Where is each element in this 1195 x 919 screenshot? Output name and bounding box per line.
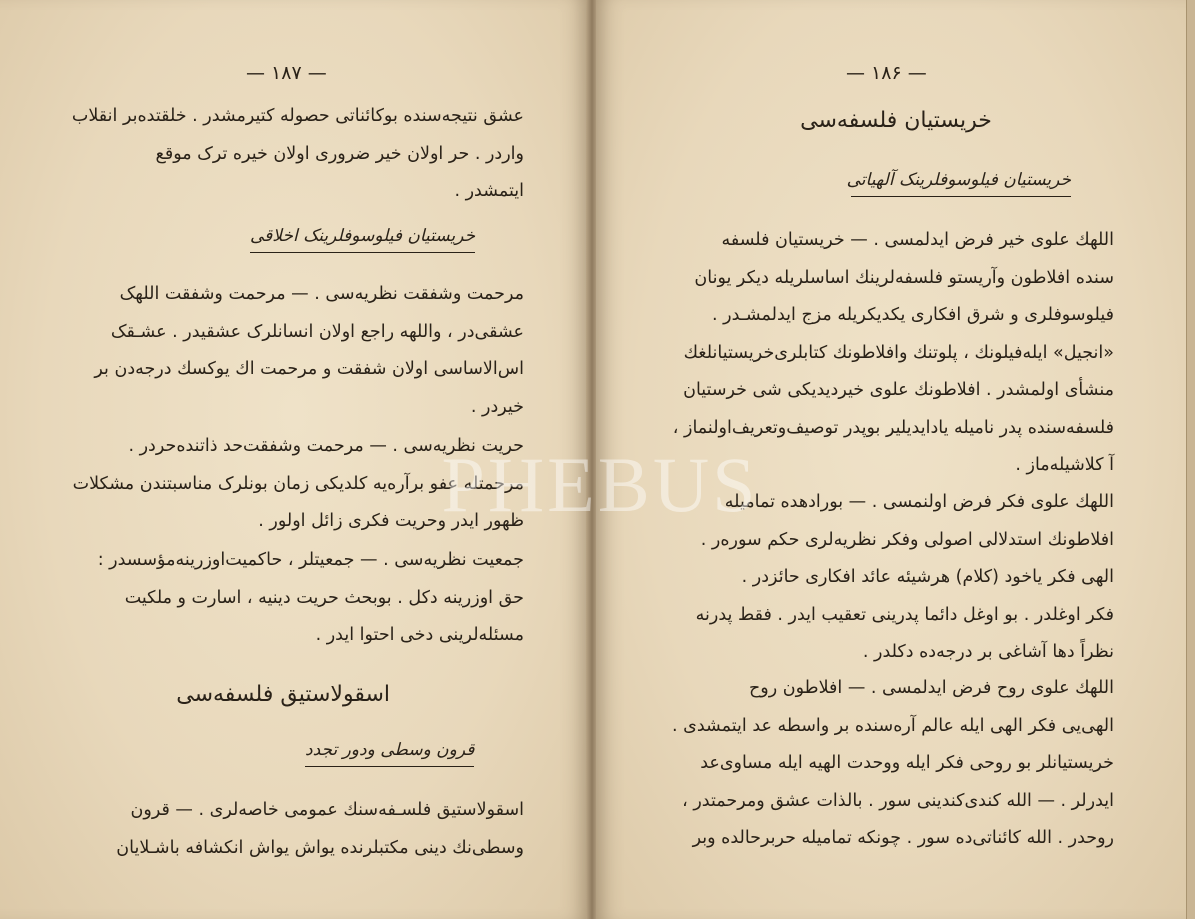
text-line: منشأی اولمشدر . افلاطونك علوی خیردیدیکی شی خرستیان [683, 380, 1114, 400]
page-number-right: — ۱۸۶ — [846, 62, 927, 84]
text-line: ظهور ایدر وحریت فکری زائل اولور . [258, 511, 524, 531]
text-line: مرحمتله عفو برآره‌یه کلدیکی زمان بونلرک مناسبتندن مشکلات [72, 473, 524, 494]
text-line: وسطی‌نك دینی مکتبلرنده یواش یواش انکشافه باشـلایان [116, 837, 524, 858]
text-line: سنده افلاطون وآریستو فلسفه‌لرینك اساسلریله دیکر یونان [694, 267, 1114, 288]
text-line: اللهك علوی فکر فرض اولنمسی . — بورادهده تمامیله [724, 492, 1114, 512]
text-line: عشق نتیجه‌سنده بوکائناتی حصوله کتیرمشدر . خلقتده‌بر انقلاب [71, 106, 524, 126]
text-line: خریستیانلر بو روحی فکر ایله ووحدت الهیه ایله مساوی‌عد [700, 753, 1114, 773]
text-line: ایدرلر . — الله کندی‌کندینی سور . بالذات عشق ومرحمتدر ، [682, 790, 1114, 811]
left-paragraph-1 [58, 98, 524, 211]
text-line: فکر اوغلدر . بو اوغل دائما پدرینی تعقیب ایدر . فقط پدرنه [695, 604, 1114, 625]
text-line: مسئله‌لرینی دخی احتوا ایدر . [315, 625, 524, 645]
text-line: روحدر . الله کائناتی‌ده سور . چونکه تمامیله حربرحالده وبر [692, 828, 1114, 848]
text-line: آ کلاشیله‌ماز . [1015, 455, 1114, 475]
left-paragraph-5 [58, 792, 524, 867]
page-edge [1186, 0, 1195, 919]
text-line: «انجیل» ایله‌فیلونك ، پلوتنك وافلاطونك کتابلری‌خریستیانلغك [683, 342, 1114, 363]
text-line: جمعیت نظریه‌سی . — جمعیتلر ، حاکمیت‌اوزرینه‌مؤسسدر : [97, 550, 524, 570]
text-line: حریت نظریه‌سی . — مرحمت وشفقت‌حد ذاتنده‌حردر . [128, 436, 524, 456]
text-line: نظراً دها آشاغی بر درجه‌ده دکلدر . [862, 642, 1114, 662]
page-number-left: — ۱۸۷ — [246, 62, 327, 84]
right-subheading-theology: خریستیان فیلوسوفلرینک آلهیاتی [851, 170, 1071, 197]
left-heading-scholastic: اسقولاستیق فلسفه‌سی [176, 682, 390, 707]
right-heading-christian-philosophy: خریستیان فلسفه‌سی [800, 108, 992, 133]
left-paragraph-4 [58, 542, 524, 655]
text-line: مرحمت وشفقت نظریه‌سی . — مرحمت وشفقت اللهک [119, 284, 524, 304]
right-paragraph-3 [644, 670, 1114, 858]
text-line: ایتمشدر . [454, 181, 524, 201]
text-line: اسقولاستیق فلسـفه‌سنك عمومی خاصه‌لری . — قرون [130, 800, 524, 820]
text-line: اللهك علوی روح فرض ایدلمسی . — افلاطون روح [749, 678, 1114, 698]
text-line: افلاطونك استدلالی اصولی وفکر نظریه‌لری حکم سوره‌ر . [700, 529, 1114, 550]
text-line: الهی‌یی فکر الهی ایله عالم آره‌سنده بر واسطه عد ایتمشدی . [672, 715, 1114, 736]
phebus-watermark: PHEBUS [441, 441, 759, 528]
text-line: اس‌الاساسی اولان شفقت و مرحمت اك یوکسك درجه‌دن بر [94, 359, 524, 379]
text-line: عشقی‌در ، واللهه راجع اولان انسانلرک عشقیدر . عشـقک [110, 321, 524, 342]
text-line: اللهك علوی خیر فرض ایدلمسی . — خریستیان فلسفه‌ [721, 230, 1114, 250]
left-subheading-middle-ages: قرون وسطی ودور تجدد [305, 740, 474, 767]
text-line: حق اوزرینه دکل . بوبحث حریت دینیه ، اسارت و ملکیت [124, 587, 524, 608]
left-subheading-ethics: خریستیان فیلوسوفلرینک اخلاقی [250, 226, 475, 253]
text-line: خیردر . [470, 396, 524, 417]
text-line: فیلوسوفلری و شرق افکاری یکدیکریله مزج ایدلمشـدر . [712, 305, 1114, 325]
text-line: واردر . حر اولان خیر ضروری اولان خیره ترک موقع [155, 143, 524, 164]
text-line: الهی فکر یاخود (کلام) هرشیئه عائد افکاری حائزدر . [741, 567, 1114, 587]
text-line: فلسفه‌سنده پدر نامیله یادایدیلیر بوپدر توصیف‌وتعریف‌اولنماز ، [672, 417, 1114, 438]
left-paragraph-2 [58, 276, 524, 426]
